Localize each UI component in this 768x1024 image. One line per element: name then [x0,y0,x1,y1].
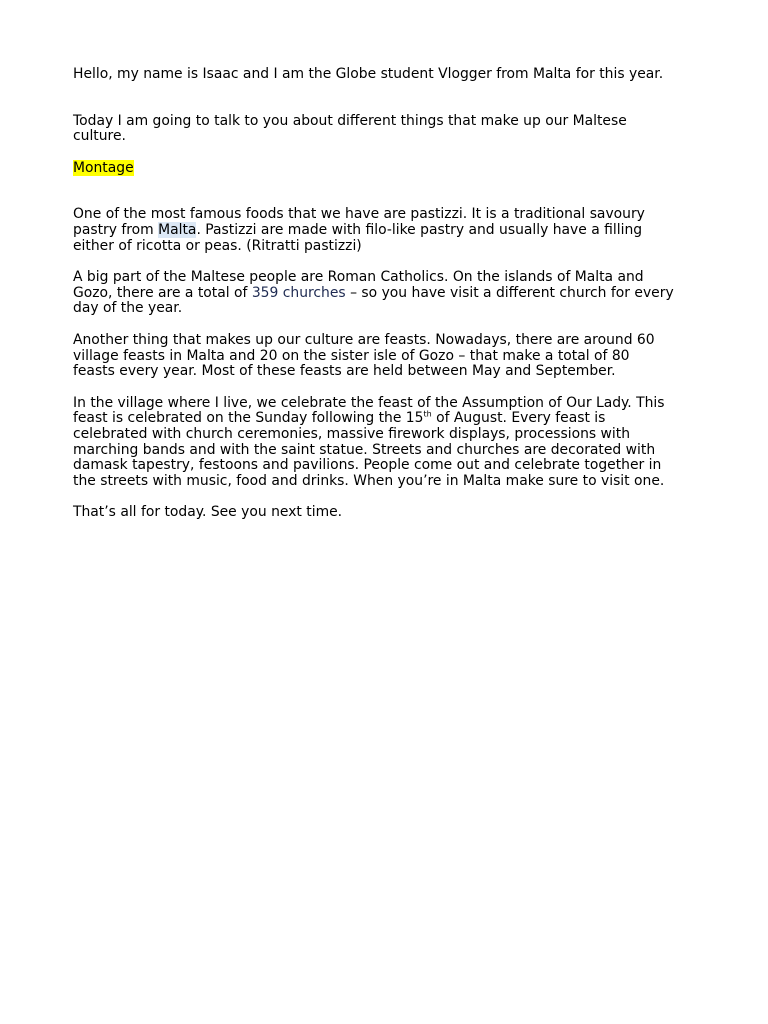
religion-line-2 [73,286,698,302]
village-line-1: In the village where I live, we celebrate the feast of the Assumption of Our Lady. This [73,394,665,411]
churches-count: 359 churches [251,284,346,301]
malta-link[interactable]: Malta [158,221,197,238]
document-page [73,67,698,521]
religion-line-1: A big part of the Maltese people are Roman Catholics. On the islands of Malta and [73,269,644,286]
montage-highlight: Montage [73,159,134,176]
feasts-paragraph [73,333,698,380]
village-line-2-post: of August. Every feast is [431,410,606,427]
closing-line: That’s all for today. See you next time. [73,504,343,521]
feasts-line-3: feasts every year. Most of these feasts are held between May and September. [73,363,616,380]
food-line-1: One of the most famous foods that we have are pastizzi. It is a traditional savoury [73,206,645,223]
village-line-5: damask tapestry, festoons and pavilions. People come out and celebrate together in [73,457,662,474]
village-paragraph [73,396,698,490]
intro-paragraph [73,67,698,83]
village-line-4: marching bands and with the saint statue. Streets and churches are decorated with [73,441,656,458]
village-line-6: the streets with music, food and drinks. When you’re in Malta make sure to visit one. [73,472,665,489]
topic-line-2: culture. [73,128,126,145]
montage-paragraph [73,161,698,177]
food-line-3: either of ricotta or peas. (Ritratti pastizzi) [73,237,362,254]
food-line-2 [73,223,698,239]
ordinal-suffix: th [423,409,432,419]
food-line-2-post: . Pastizzi are made with filo-like pastry and usually have a filling [196,221,643,238]
topic-line-1: Today I am going to talk to you about different things that make up our Maltese [73,112,627,129]
village-line-3: celebrated with church ceremonies, massive firework displays, processions with [73,425,631,442]
feasts-line-1: Another thing that makes up our culture are feasts. Nowadays, there are around 60 [73,331,655,348]
village-line-2-pre: feast is celebrated on the Sunday following the 15 [73,410,424,427]
religion-line-2-pre: Gozo, there are a total of [73,284,252,301]
food-paragraph [73,207,698,254]
food-line-2-pre: pastry from [73,221,159,238]
religion-line-2-post: – so you have visit a different church for every [345,284,674,301]
intro-line: Hello, my name is Isaac and I am the Globe student Vlogger from Malta for this year. [73,66,664,82]
feasts-line-2: village feasts in Malta and 20 on the sister isle of Gozo – that make a total of 80 [73,347,630,364]
topic-paragraph [73,114,698,145]
closing-paragraph [73,505,698,521]
religion-paragraph [73,270,698,317]
religion-line-3: day of the year. [73,300,183,317]
village-line-2 [73,411,698,427]
